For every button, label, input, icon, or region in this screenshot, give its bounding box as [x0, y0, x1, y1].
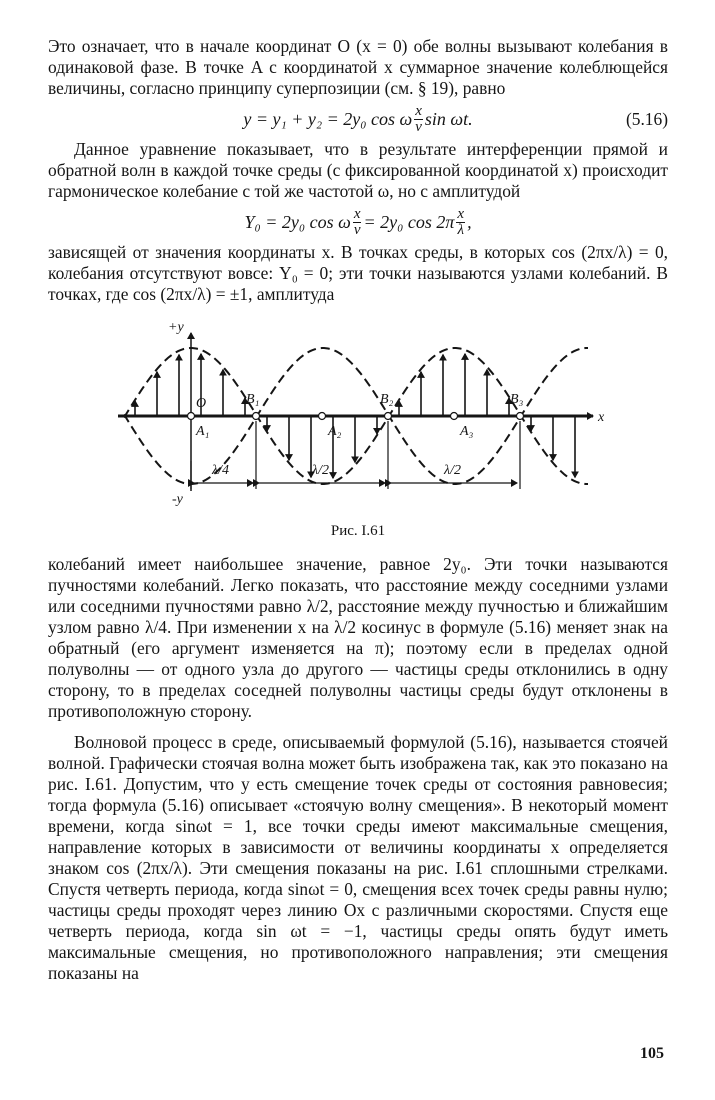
dimension-label-quarter: λ/4: [212, 463, 229, 478]
origin-label: O: [196, 396, 207, 411]
formula-5-16: [48, 99, 668, 139]
dimension-label-half-2: λ/2: [444, 463, 461, 478]
node-b1-label: B₁: [246, 392, 260, 407]
formula-amplitude-fraction-2: [456, 207, 465, 238]
plus-y-label: +y: [168, 320, 184, 335]
paragraph-5: Волновой процесс в среде, описываемый формулой (5.16), называется стоячей волной. Графически стоячая волна может быть изображена так, как это показано на рис. I.61. Допустим, что y есть смещение точек среды от состояния равновесия; тогда формула (5.16) описывает «стоячую волну смещения». В некоторый момент времени, когда sinωt = 1, все точки среды имеют максимальные смещения, направление которых в зависимости от величины координаты x определяется знаком cos (2πx/λ). Эти смещения показаны на рис. I.61 сплошными стрелками. Спустя четверть периода, когда sinωt = 0, смещения всех точек среды равны нулю; частицы среды проходят через линию Ox с различными скоростями. Спустя еще четверть периода, когда sin ωt = −1, частицы среды опять будут иметь максимальные смещения, но противоположного направления; эти смещения показаны на: [48, 732, 668, 983]
antinode-a3-point: [451, 413, 458, 420]
fraction-denominator: λ: [457, 221, 464, 238]
minus-y-label: -y: [172, 492, 183, 507]
formula-amplitude: [48, 202, 668, 242]
dimension-label-half-1: λ/2: [312, 463, 329, 478]
antinode-a2-label: A₂: [328, 424, 342, 439]
fraction-denominator: v: [415, 118, 422, 135]
formula-amplitude-part2: = 2y₀ cos 2π: [363, 211, 455, 232]
page-number: 105: [640, 1045, 664, 1062]
formula-5-16-fraction: [414, 104, 423, 135]
figure-caption: Рис. I.61: [330, 523, 386, 539]
formula-amplitude-fraction-1: [353, 207, 362, 238]
node-b1-point: [253, 413, 260, 420]
origin-point: [188, 413, 195, 420]
formula-number: (5.16): [625, 108, 668, 129]
fraction-numerator: x: [457, 205, 465, 222]
paragraph-3: зависящей от значения координаты x. В точках среды, в которых cos (2πx/λ) = 0, колебания отсутствуют вовсе: Y₀ = 0; эти точки называются узлами колебаний. В точках, где cos (2πx/λ) = ±1, амплитуда: [48, 242, 668, 304]
formula-5-16-left: y = y₁ + y₂ = 2y₀ cos ω: [243, 108, 413, 129]
paragraph-gap: [48, 722, 668, 732]
antinode-a2-point: [319, 413, 326, 420]
node-b3-point: [517, 413, 524, 420]
standing-wave-figure: [48, 311, 668, 521]
x-axis-label: x: [598, 410, 605, 425]
standing-wave-diagram: [48, 311, 668, 521]
paragraph-2: Данное уравнение показывает, что в результате интерференции прямой и обратной волн в каждой точке среды (с фиксированной координатой x) происходит гармоническое колебание с той же частотой ω, но с амплитудой: [48, 139, 668, 201]
antinode-a1-label: A₁: [196, 424, 210, 439]
formula-5-16-right: sin ωt.: [424, 108, 473, 129]
page-content: [48, 36, 668, 984]
fraction-denominator: v: [353, 221, 361, 238]
paragraph-1: Это означает, что в начале координат O (x = 0) обе волны вызывают колебания в одинаковой фазе. В точке A с координатой x суммарное значение колеблющейся величины, согласно принципу суперпозиции (см. § 19), равно: [48, 36, 668, 98]
antinode-a3-label: A₃: [460, 424, 474, 439]
node-b2-label: B₂: [380, 392, 394, 407]
node-b2-point: [385, 413, 392, 420]
fraction-numerator: x: [353, 205, 361, 222]
formula-amplitude-part1: Y₀ = 2y₀ cos ω: [244, 211, 351, 232]
fraction-numerator: x: [415, 102, 422, 119]
formula-amplitude-part3: ,: [467, 211, 472, 232]
paragraph-4: колебаний имеет наибольшее значение, равное 2y₀. Эти точки называются пучностями колебаний. Легко показать, что расстояние между соседними узлами или соседними пучностями равно λ/2, расстояние между пучностью и ближайшим узлом равно λ/4. При изменении x на λ/2 косинус в формуле (5.16) меняет знак на обратный (его аргумент изменяется на π); поэтому если в пределах одной полуволны — от одного узла до другого — частицы среды отклонились в одну сторону, то в пределах соседней полуволны частицы среды будут отклонены в противоположную сторону.: [48, 554, 668, 721]
node-b3-label: B₃: [510, 392, 524, 407]
